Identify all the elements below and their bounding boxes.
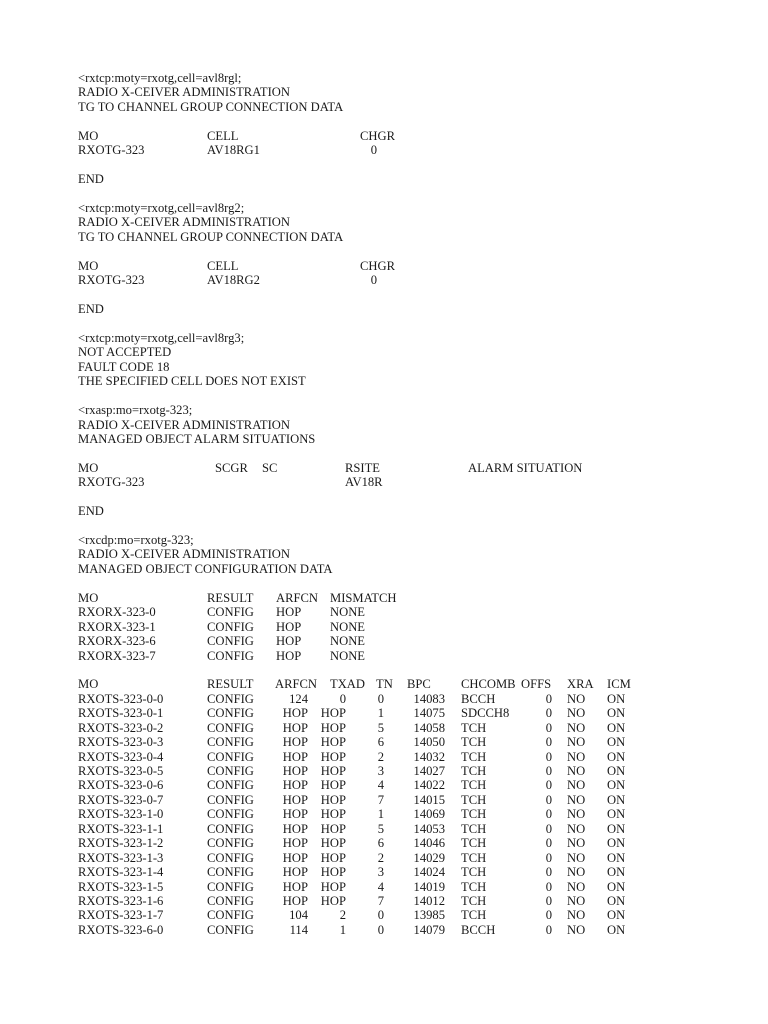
table-cell: NONE [330,605,365,620]
text-line [0,562,768,576]
line-text: RADIO X-CEIVER ADMINISTRATION [78,547,290,562]
table-cell: 5 [377,821,384,836]
table-row [0,764,768,778]
blank-line [0,288,768,302]
line-text: MANAGED OBJECT ALARM SITUATIONS [78,431,316,446]
table-cell: 3 [377,764,384,778]
table-cell: CONFIG [207,850,254,865]
table-cell: ON [607,749,626,764]
table-cell: CONFIG [207,749,254,764]
table-cell: NO [567,807,586,822]
table-cell: CONFIG [207,778,254,793]
table-cell: RXORX-323-6 [78,634,156,649]
table-cell: 0 [377,922,384,937]
table-cell: NO [567,922,586,937]
table-cell: SCGR [215,460,248,475]
table-cell: 14050 [413,735,445,750]
table-cell: TCH [461,792,487,807]
table-cell: CONFIG [207,619,254,634]
table-cell: MO [78,677,99,692]
table-cell: 6 [377,836,384,851]
table-cell: RESULT [207,677,254,692]
table-cell: TCH [461,879,487,894]
table-cell: 0 [545,893,552,908]
table-cell: CONFIG [207,879,254,894]
table-cell: RXOTS-323-1-1 [78,821,164,836]
table-cell: NO [567,778,586,793]
table-cell: RXOTS-323-0-1 [78,706,164,721]
table-cell: 14019 [413,879,445,894]
line-text: TG TO CHANNEL GROUP CONNECTION DATA [78,229,344,244]
table-cell: RXORX-323-7 [78,648,156,663]
table-cell: 14083 [413,691,445,706]
table-cell: TXAD [330,677,365,692]
table-cell: 4 [377,778,384,793]
table-cell: ON [607,764,626,778]
table-cell: ON [607,807,626,822]
text-line [0,172,768,186]
line-text: <rxcdp:mo=rxotg-323; [78,533,194,547]
table-cell: RXOTS-323-1-3 [78,850,164,865]
table-cell: HOP [320,807,346,822]
table-cell: HOP [320,865,346,880]
table-cell: 0 [377,908,384,923]
table-cell: CONFIG [207,922,254,937]
table-cell: ARFCN [275,677,317,692]
table-cell: CONFIG [207,807,254,822]
table-cell: 7 [377,792,384,807]
table-cell: HOP [276,605,302,620]
text-line [0,100,768,114]
table-cell: TCH [461,749,487,764]
table-cell: HOP [320,792,346,807]
table-row [0,591,768,605]
table-cell: MO [78,460,99,475]
table-cell: HOP [320,764,346,778]
table-cell: 0 [545,691,552,706]
table-cell: 0 [545,735,552,750]
table-cell: RXOTS-323-1-7 [78,908,164,923]
table-cell: NO [567,720,586,735]
text-line [0,547,768,561]
table-cell: RXORX-323-1 [78,619,156,634]
table-cell: CONFIG [207,792,254,807]
table-cell: CONFIG [207,648,254,663]
line-text: RADIO X-CEIVER ADMINISTRATION [78,215,290,230]
table-cell: 14015 [413,792,445,807]
text-line [0,331,768,345]
table-cell: CHGR [360,128,395,143]
line-text: <rxtcp:moty=rxotg,cell=avl8rg2; [78,200,245,215]
table-cell: 13985 [413,908,445,923]
table-cell: 14053 [413,821,445,836]
table-cell: MO [78,590,99,605]
table-cell: 14046 [413,836,445,851]
table-cell: XRA [567,677,594,692]
table-cell: HOP [320,893,346,908]
line-text: NOT ACCEPTED [78,345,172,360]
blank-line [0,490,768,504]
table-cell: BCCH [461,922,496,937]
table-cell: HOP [282,821,308,836]
table-row [0,259,768,273]
blank-line [0,576,768,590]
table-cell: ON [607,821,626,836]
blank-line [0,446,768,460]
table-cell: HOP [282,893,308,908]
table-cell: NO [567,836,586,851]
table-cell: TCH [461,850,487,865]
table-cell: ON [607,706,626,721]
table-cell: ON [607,792,626,807]
table-cell: BPC [407,677,431,692]
table-cell: HOP [282,836,308,851]
blank-line [0,244,768,258]
text-line [0,432,768,446]
table-cell: ON [607,879,626,894]
table-cell: RXOTS-323-0-2 [78,720,164,735]
table-cell: CONFIG [207,720,254,735]
table-cell: NO [567,792,586,807]
table-row [0,143,768,157]
table-cell: 0 [545,749,552,764]
table-cell: NONE [330,634,365,649]
table-cell: SC [262,460,278,475]
table-cell: CONFIG [207,836,254,851]
table-cell: TCH [461,821,487,836]
table-cell: HOP [320,879,346,894]
table-cell: HOP [282,764,308,778]
table-cell: ON [607,735,626,750]
table-row [0,461,768,475]
table-cell: 0 [545,821,552,836]
table-cell: 14027 [413,764,445,778]
table-cell: RXOTS-323-1-4 [78,865,164,880]
table-cell: NONE [330,648,365,663]
table-cell: 0 [339,691,346,706]
table-cell: TCH [461,865,487,880]
table-cell: HOP [282,778,308,793]
table-cell: NO [567,865,586,880]
table-row [0,129,768,143]
table-row [0,865,768,879]
blank-line [0,187,768,201]
table-row [0,894,768,908]
line-text: END [78,504,104,519]
table-cell: NO [567,749,586,764]
terminal-printout [0,71,768,937]
table-cell: 5 [377,720,384,735]
blank-line [0,316,768,330]
table-cell: 0 [545,908,552,923]
table-cell: 14058 [413,720,445,735]
line-text: <rxtcp:moty=rxotg,cell=avl8rgl; [78,71,242,85]
table-cell: RESULT [207,590,254,605]
text-line [0,418,768,432]
table-cell: 0 [370,143,377,158]
table-row [0,706,768,720]
table-cell: RXOTS-323-1-6 [78,893,164,908]
table-cell: ICM [607,677,631,692]
table-cell: CONFIG [207,735,254,750]
table-cell: RXOTS-323-0-6 [78,778,164,793]
table-cell: 1 [339,922,346,937]
table-cell: HOP [282,879,308,894]
table-cell: ON [607,893,626,908]
line-text: <rxtcp:moty=rxotg,cell=avl8rg3; [78,330,245,345]
table-row [0,923,768,937]
table-cell: TCH [461,720,487,735]
table-cell: ON [607,720,626,735]
table-cell: 2 [377,850,384,865]
table-cell: HOP [282,720,308,735]
table-cell: RXOTG-323 [78,475,145,490]
text-line [0,201,768,215]
table-row [0,649,768,663]
table-cell: RXOTS-323-0-0 [78,691,164,706]
blank-line [0,114,768,128]
table-cell: 104 [289,908,308,923]
table-row [0,620,768,634]
table-cell: HOP [276,648,302,663]
table-cell: HOP [282,749,308,764]
table-cell: ON [607,778,626,793]
table-cell: 0 [545,764,552,778]
table-cell: 14022 [413,778,445,793]
line-text: FAULT CODE 18 [78,359,170,374]
table-cell: MO [78,258,99,273]
text-line [0,374,768,388]
table-cell: TCH [461,764,487,778]
table-cell: ON [607,691,626,706]
table-cell: 114 [289,922,308,937]
table-row [0,880,768,894]
table-cell: HOP [282,865,308,880]
table-cell: NO [567,691,586,706]
table-cell: 0 [545,865,552,880]
table-row [0,793,768,807]
table-cell: 0 [377,691,384,706]
table-cell: HOP [282,850,308,865]
table-cell: NO [567,764,586,778]
text-line [0,403,768,417]
table-cell: MO [78,128,99,143]
table-cell: HOP [320,706,346,721]
table-cell: RXOTS-323-1-5 [78,879,164,894]
table-cell: 0 [370,273,377,288]
line-text: END [78,302,104,316]
table-row [0,721,768,735]
table-cell: BCCH [461,691,496,706]
table-cell: 0 [545,720,552,735]
table-cell: TCH [461,807,487,822]
text-line [0,302,768,316]
table-cell: ALARM SITUATION [468,460,583,475]
table-cell: 0 [545,922,552,937]
table-cell: NO [567,893,586,908]
text-line [0,345,768,359]
text-line [0,71,768,85]
table-cell: HOP [320,821,346,836]
text-line [0,533,768,547]
table-row [0,677,768,691]
blank-line [0,663,768,677]
table-cell: CONFIG [207,893,254,908]
table-cell: ON [607,850,626,865]
table-cell: 4 [377,879,384,894]
table-cell: HOP [276,634,302,649]
table-cell: NO [567,850,586,865]
table-row [0,807,768,821]
table-cell: SDCCH8 [461,706,510,721]
table-cell: AV18R [345,475,383,490]
line-text: THE SPECIFIED CELL DOES NOT EXIST [78,374,306,389]
table-row [0,778,768,792]
table-cell: TCH [461,735,487,750]
table-cell: RXORX-323-0 [78,605,156,620]
table-cell: RXOTS-323-0-7 [78,792,164,807]
table-row [0,735,768,749]
table-cell: RXOTG-323 [78,273,145,288]
table-row [0,908,768,922]
line-text: TG TO CHANNEL GROUP CONNECTION DATA [78,99,344,114]
table-cell: ON [607,865,626,880]
table-cell: 0 [545,792,552,807]
table-cell: RSITE [345,460,380,475]
line-text: END [78,172,104,187]
table-cell: CONFIG [207,706,254,721]
table-cell: ON [607,908,626,923]
table-cell: NO [567,706,586,721]
line-text: RADIO X-CEIVER ADMINISTRATION [78,417,290,432]
table-cell: CONFIG [207,605,254,620]
table-cell: 2 [377,749,384,764]
table-cell: 124 [289,691,308,706]
table-cell: 14075 [413,706,445,721]
table-cell: CONFIG [207,764,254,778]
table-cell: 14079 [413,922,445,937]
table-cell: HOP [320,720,346,735]
text-line [0,360,768,374]
text-line [0,215,768,229]
table-cell: 14032 [413,749,445,764]
table-cell: HOP [282,807,308,822]
table-cell: OFFS [521,677,552,692]
table-cell: 14012 [413,893,445,908]
line-text: MANAGED OBJECT CONFIGURATION DATA [78,561,333,576]
table-cell: 1 [377,807,384,822]
table-cell: RXOTS-323-0-3 [78,735,164,750]
blank-line [0,158,768,172]
blank-line [0,389,768,403]
table-row [0,475,768,489]
table-row [0,273,768,287]
table-cell: CONFIG [207,865,254,880]
table-cell: CONFIG [207,821,254,836]
table-cell: HOP [320,850,346,865]
line-text: RADIO X-CEIVER ADMINISTRATION [78,85,290,100]
table-cell: HOP [282,792,308,807]
table-cell: TCH [461,893,487,908]
table-cell: NONE [330,619,365,634]
table-row [0,836,768,850]
text-line [0,230,768,244]
table-cell: AV18RG1 [207,143,260,158]
table-cell: 2 [339,908,346,923]
text-line [0,85,768,99]
table-row [0,822,768,836]
table-cell: HOP [320,778,346,793]
table-cell: HOP [320,735,346,750]
table-cell: 14024 [413,865,445,880]
table-cell: NO [567,821,586,836]
table-cell: CHGR [360,258,395,273]
table-cell: CELL [207,258,239,273]
table-cell: MISMATCH [330,590,397,605]
table-cell: TCH [461,908,487,923]
table-cell: NO [567,908,586,923]
table-cell: CONFIG [207,691,254,706]
table-cell: 0 [545,879,552,894]
table-cell: HOP [320,749,346,764]
table-cell: CONFIG [207,634,254,649]
table-cell: TCH [461,836,487,851]
table-cell: RXOTS-323-1-0 [78,807,164,822]
table-cell: HOP [276,619,302,634]
table-cell: NO [567,879,586,894]
table-cell: HOP [282,735,308,750]
table-cell: RXOTS-323-0-4 [78,749,164,764]
table-cell: AV18RG2 [207,273,260,288]
table-row [0,634,768,648]
table-cell: TCH [461,778,487,793]
table-cell: CHCOMB [461,677,516,692]
table-cell: ARFCN [276,590,318,605]
table-cell: 0 [545,807,552,822]
table-cell: RXOTS-323-1-2 [78,836,164,851]
table-row [0,692,768,706]
table-cell: 3 [377,865,384,880]
table-row [0,851,768,865]
table-cell: 1 [377,706,384,721]
table-cell: 14069 [413,807,445,822]
table-cell: 0 [545,706,552,721]
table-row [0,750,768,764]
table-cell: 6 [377,735,384,750]
table-cell: 0 [545,778,552,793]
table-row [0,605,768,619]
table-cell: 14029 [413,850,445,865]
table-cell: 0 [545,836,552,851]
table-cell: HOP [282,706,308,721]
table-cell: RXOTS-323-6-0 [78,922,164,937]
table-cell: NO [567,735,586,750]
text-line [0,504,768,518]
table-cell: CELL [207,128,239,143]
table-cell: RXOTS-323-0-5 [78,764,164,778]
table-cell: ON [607,922,626,937]
table-cell: 7 [377,893,384,908]
table-cell: TN [376,677,393,692]
table-cell: RXOTG-323 [78,143,145,158]
line-text: <rxasp:mo=rxotg-323; [78,403,193,418]
table-cell: ON [607,836,626,851]
table-cell: 0 [545,850,552,865]
blank-line [0,519,768,533]
table-cell: CONFIG [207,908,254,923]
table-cell: HOP [320,836,346,851]
